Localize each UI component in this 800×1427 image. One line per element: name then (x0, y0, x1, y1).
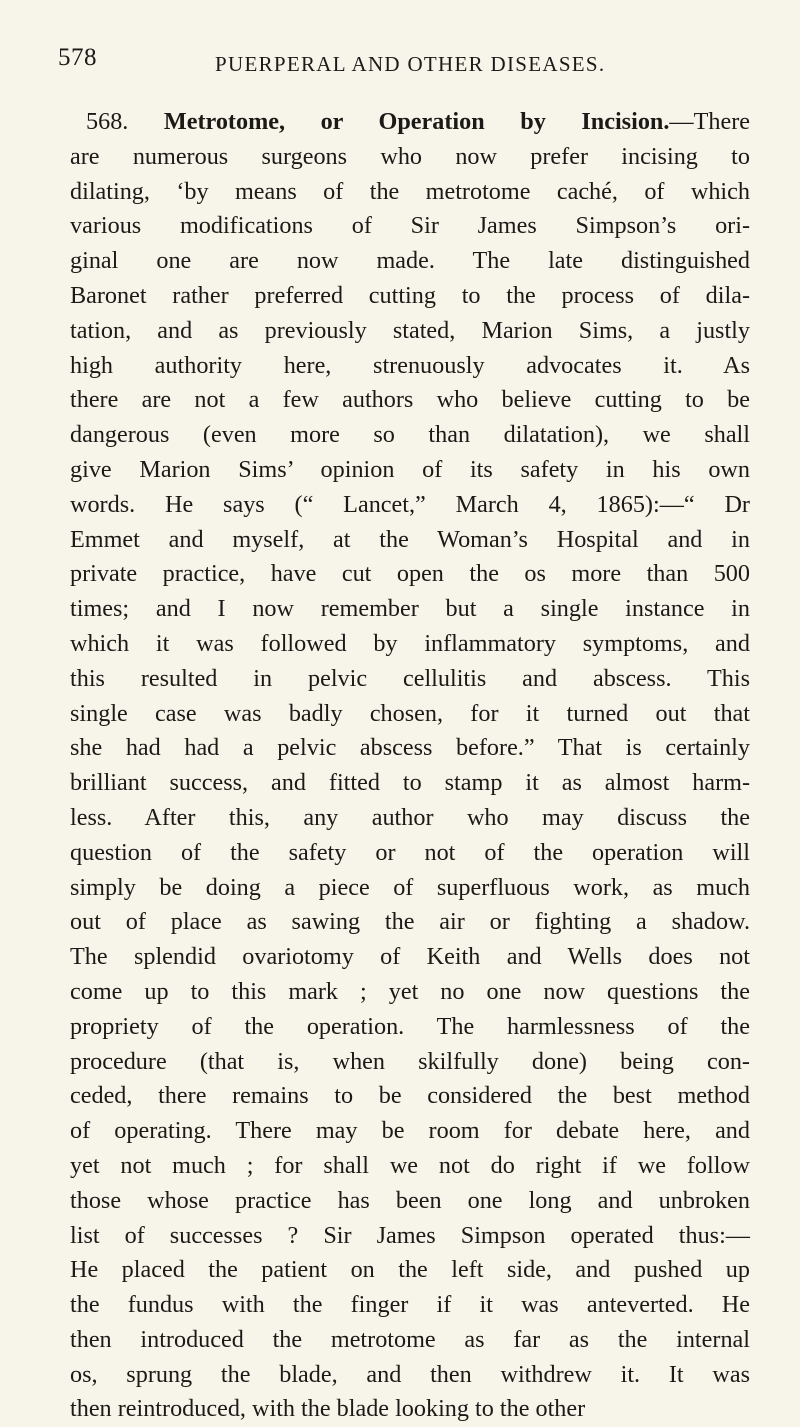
text-line: come up to this mark ; yet no one now questions the (70, 977, 750, 1005)
text-line: then reintroduced, with the blade looking to the other (70, 1395, 586, 1423)
text-line: question of the safety or not of the operation will (70, 838, 750, 866)
text-line: out of place as sawing the air or fighting a shadow. (70, 908, 750, 936)
text-line: ceded, there remains to be considered the best method (70, 1082, 750, 1110)
text-line: dilating, ‘by means of the metrotome caché, of which (70, 177, 750, 205)
text-line: she had had a pelvic abscess before.” That is certainly (70, 734, 750, 762)
text-line: ginal one are now made. The late distinguished (70, 247, 750, 275)
body-text (70, 105, 750, 1427)
paragraph-first-line (70, 105, 750, 140)
text-line: single case was badly chosen, for it turned out that (70, 699, 750, 727)
text-line: simply be doing a piece of superfluous work, as much (70, 873, 750, 901)
text-line: are numerous surgeons who now prefer incising to (70, 142, 750, 170)
text-line: give Marion Sims’ opinion of its safety in his own (70, 455, 750, 483)
text-line: private practice, have cut open the os more than 500 (70, 560, 750, 588)
text-line: less. After this, any author who may discuss the (70, 803, 750, 831)
page-number: 578 (58, 44, 97, 71)
text-line: yet not much ; for shall we not do right if we follow (70, 1151, 750, 1179)
text-line: which it was followed by inflammatory symptoms, and (70, 629, 750, 657)
text-line: the fundus with the finger if it was anteverted. He (70, 1291, 750, 1319)
text-line: then introduced the metrotome as far as the internal (70, 1325, 750, 1353)
text-line: os, sprung the blade, and then withdrew it. It was (70, 1360, 750, 1388)
text-line: times; and I now remember but a single instance in (70, 595, 750, 623)
text-line: dangerous (even more so than dilatation), we shall (70, 421, 750, 449)
text-line: of operating. There may be room for debate here, and (70, 1117, 750, 1145)
text-line: this resulted in pelvic cellulitis and abscess. This (70, 664, 750, 692)
text-line: high authority here, strenuously advocates it. As (70, 351, 750, 379)
text-line: there are not a few authors who believe cutting to be (70, 386, 750, 414)
text-line: list of successes ? Sir James Simpson operated thus:— (70, 1221, 750, 1249)
text-line: The splendid ovariotomy of Keith and Wells does not (70, 943, 750, 971)
first-line-rest: —There (669, 108, 751, 135)
text-line: Baronet rather preferred cutting to the process of dila- (70, 281, 750, 309)
text-line: procedure (that is, when skilfully done) being con- (70, 1047, 750, 1075)
text-line: propriety of the operation. The harmlessness of the (70, 1012, 750, 1040)
text-line: words. He says (“ Lancet,” March 4, 1865):—“ Dr (70, 490, 750, 518)
text-line: Emmet and myself, at the Woman’s Hospital and in (70, 525, 750, 553)
running-head-title: PUERPERAL AND OTHER DISEASES. (215, 52, 606, 76)
section-title: Metrotome, or Operation by Incision. (163, 108, 670, 135)
text-line: those whose practice has been one long and unbroken (70, 1186, 750, 1214)
section-number: 568. (86, 108, 129, 135)
text-line: tation, and as previously stated, Marion Sims, a justly (70, 316, 750, 344)
running-head (58, 44, 748, 84)
text-line: brilliant success, and fitted to stamp it as almost harm- (70, 769, 750, 797)
text-line: He placed the patient on the left side, and pushed up (70, 1256, 750, 1284)
text-line: various modifications of Sir James Simpson’s ori- (70, 212, 750, 240)
